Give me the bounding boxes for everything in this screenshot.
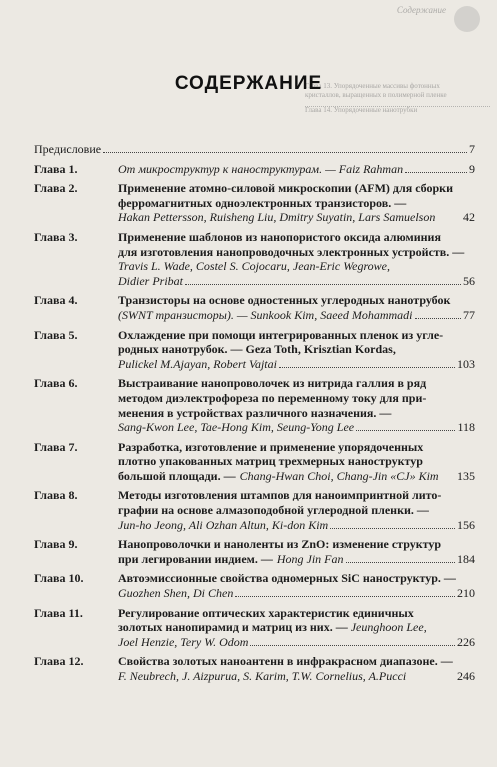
dot-leader [415,318,461,319]
chapter-last-line [118,635,475,650]
chapter-authors: F. Neubrech, J. Aizpurua, S. Karim, T.W. Cornelius, A.Pucci [118,669,407,683]
chapter-title-authors: От микроструктур к наноструктурам. — Faiz Rahman [118,161,404,176]
chapter-title-line: Нанопроволочки и наноленты из ZnO: изменение структур [118,537,442,552]
table-of-contents [34,142,475,684]
dot-leader [405,172,467,173]
chapter-authors: Chang-Hwan Choi, Chang-Jin «CJ» Kim [239,468,439,483]
chapter-last-line [118,274,475,289]
chapter-title-line: Разработка, изготовление и применение упорядоченных [118,439,424,454]
chapter-title-authors: (SWNT транзисторы). — Sunkook Kim, Saeed Mohammadi [118,307,413,322]
publisher-logo-icon [454,6,480,32]
chapter-title-line: графии на основе алмазоподобной углеродной пленки. — [118,503,429,518]
chapter-title-line: менения в устройствах различного назначения. — [118,405,392,420]
chapter-title-line: методом диэлектрофореза по переменному току для при- [118,390,427,405]
page-number: 9 [469,161,475,176]
page-number: 184 [457,551,475,566]
chapter-body [118,606,475,650]
toc-entry-chapter[interactable] [34,654,475,683]
page-number: 246 [457,669,475,683]
page-number: 103 [457,356,475,371]
chapter-label: Глава 9. [34,537,78,552]
chapter-label: Глава 4. [34,293,78,308]
toc-entry-chapter[interactable] [34,606,475,650]
dot-leader [235,596,455,597]
chapter-body [118,230,475,288]
dot-leader [103,152,467,153]
chapter-label: Глава 2. [34,181,78,196]
chapter-last-line [118,586,475,601]
page-number: 210 [457,586,475,601]
chapter-last-line [118,210,475,225]
dot-leader [250,645,455,646]
chapter-title-line: ферромагнитных одноэлектронных транзисторов. — [118,195,407,210]
chapter-title-line: Транзисторы на основе одностенных углеродных нанотрубок [118,293,451,308]
chapter-last-line [118,469,475,484]
chapter-title-authors: Didier Pribat [118,273,183,288]
toc-entry-preface[interactable] [34,142,475,157]
chapter-body [118,537,475,566]
chapter-title-line: Выстраивание нанопроволочек из нитрида галлия в ряд [118,376,427,391]
running-header: Содержание [396,5,446,15]
chapter-body [118,328,475,372]
chapter-title-line: Применение шаблонов из нанопористого оксида алюминия [118,229,441,244]
page-number: 118 [457,420,475,435]
chapter-body [118,181,475,225]
chapter-label: Глава 3. [34,229,78,244]
chapter-title-line: родных нанотрубок. — Geza Toth, Krisztian Kordas, [118,342,396,357]
chapter-title-part: при легировании индием. — [118,551,273,566]
chapter-label: Глава 1. [34,161,78,176]
bleed-line: кристаллов, выращенных в полимерной пленке [305,91,447,99]
chapter-last-line [118,420,475,435]
dot-leader [330,528,455,529]
chapter-body [118,654,475,683]
toc-entry-chapter[interactable] [34,571,475,600]
dot-leader [279,367,455,368]
chapter-body [118,571,475,600]
chapter-title-line: Охлаждение при помощи интегрированных пленок из угле- [118,327,444,342]
toc-entry-chapter[interactable] [34,293,475,322]
chapter-title-authors: Pulickel M.Ajayan, Robert Vajtai [118,356,277,371]
bleed-line: Глава 14. Упорядоченные нанотрубки [305,106,418,114]
toc-entry-chapter[interactable] [34,376,475,434]
chapter-title-authors: Jun-ho Jeong, Ali Ozhan Altun, Ki-don Kim [118,517,329,532]
chapter-body [118,162,475,177]
chapter-body [118,293,475,322]
toc-entry-chapter[interactable] [34,328,475,372]
dot-leader [356,430,455,431]
page-title: СОДЕРЖАНИЕ [174,73,323,94]
chapter-label: Глава 12. [34,654,84,669]
page-number: 42 [463,210,475,225]
bleed-line: Глава 13. Упорядоченные массивы фотонных [305,82,440,90]
chapter-title-line: Свойства золотых наноантенн в инфракрасном диапазоне. — [118,654,453,669]
chapter-title-line: для изготовления нанопроводочных электронных устройств. — [118,244,465,259]
page-number: 226 [457,634,475,649]
bleed-through-back-page [0,0,497,118]
chapter-title-authors: Guozhen Shen, Di Chen [118,586,234,601]
toc-entry-chapter[interactable] [34,537,475,566]
chapter-authors: Travis L. Wade, Costel S. Cojocaru, Jean-Eric Wegrowe, [118,259,390,274]
chapter-last-line [118,308,475,323]
toc-entry-chapter[interactable] [34,181,475,225]
chapter-label: Глава 11. [34,605,83,620]
preface-label: Предисловие [34,142,102,156]
chapter-authors: Hong Jin Fan [276,551,344,566]
toc-entry-chapter[interactable] [34,488,475,532]
page-number: 77 [463,307,475,322]
chapter-last-line [118,518,475,533]
page-number: 135 [457,468,475,483]
chapter-last-line [118,669,475,684]
bleed-text-block [305,106,490,115]
toc-entry-chapter[interactable] [34,162,475,177]
chapter-mixed-line [118,620,475,635]
chapter-title-authors: Joel Henzie, Tery W. Odom [118,634,249,649]
toc-entry-chapter[interactable] [34,230,475,288]
chapter-title-line: Методы изготовления штампов для наноимпринтной лито- [118,488,442,503]
chapter-label: Глава 5. [34,327,78,342]
chapter-body [118,488,475,532]
page-number: 156 [457,517,475,532]
dot-leader [346,562,456,563]
page-number: 56 [463,273,475,288]
chapter-authors: Hakan Pettersson, Ruisheng Liu, Dmitry Suyatin, Lars Samuelson [118,210,436,225]
chapter-title-authors: Sang-Kwon Lee, Tae-Hong Kim, Seung-Yong Lee [118,420,355,435]
chapter-title-part: большой площади. — [118,468,236,483]
chapter-title-line: плотно упакованных матриц трехмерных наноструктур [118,454,423,469]
chapter-last-line [118,357,475,372]
page-number: 7 [469,142,475,156]
chapter-last-line [118,552,475,567]
toc-entry-chapter[interactable] [34,440,475,484]
chapter-body [118,376,475,434]
chapter-label: Глава 8. [34,488,78,503]
chapter-title-part: золотых нанопирамид и матриц из них. — [118,620,348,635]
chapter-label: Глава 7. [34,439,78,454]
chapter-title-line: Автоэмиссионные свойства одномерных SiC наноструктур. — [118,571,456,586]
dot-leader [185,284,461,285]
chapter-body [118,440,475,484]
chapter-title-line: Применение атомно-силовой микроскопии (AFM) для сборки [118,181,454,196]
chapter-last-line [118,162,475,177]
chapter-title-line: Регулирование оптических характеристик единичных [118,605,414,620]
chapter-label: Глава 6. [34,376,78,391]
chapter-label: Глава 10. [34,571,84,586]
chapter-authors: Jeunghoon Lee, [350,620,427,635]
